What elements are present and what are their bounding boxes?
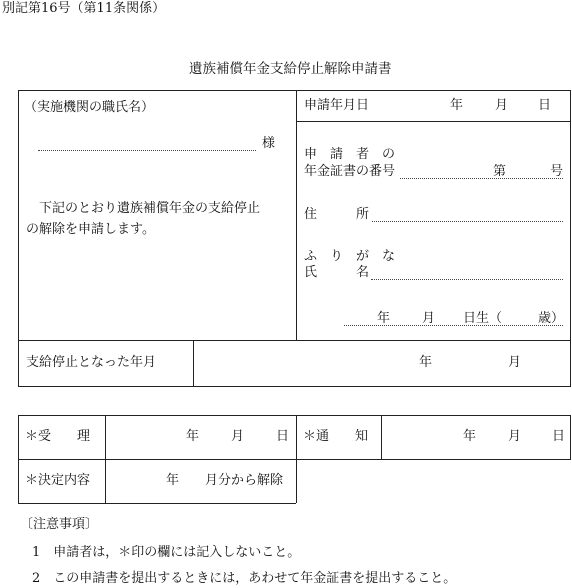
notice-day: 日 (552, 429, 566, 444)
decision-value: 年 月分から解除 (166, 473, 284, 488)
note-item-1: 1 申請者は，＊印の欄には記入しないこと。 (32, 545, 301, 560)
birth-day-sei: 日生（ (463, 311, 503, 326)
apply-year: 年 (450, 98, 464, 113)
suspension-label: 支給停止となった年月 (26, 355, 157, 370)
name-field[interactable] (371, 279, 563, 280)
notice-label: ＊通 知 (303, 429, 369, 444)
honorific-sama: 様 (262, 136, 276, 151)
org-label: （実施機関の職氏名） (24, 100, 155, 115)
address-label: 住 所 (304, 207, 370, 222)
request-text-line1: 下記のとおり遺族補償年金の支給停止 (39, 201, 261, 216)
name-label: 氏 名 (304, 265, 370, 280)
form-title: 遺族補償年金支給停止解除申請書 (189, 61, 392, 77)
org-name-field[interactable] (38, 150, 256, 151)
notice-month: 月 (508, 429, 522, 444)
cert-label-line1: 申 請 者 の (304, 147, 396, 162)
cert-label-line2: 年金証書の番号 (304, 164, 396, 179)
suspension-year: 年 (419, 355, 433, 370)
suspension-month: 月 (508, 355, 522, 370)
request-text-line2: の解除を申請します。 (26, 222, 155, 237)
receipt-day: 日 (276, 429, 290, 444)
birth-age: 歳） (538, 311, 565, 326)
note-item-2: 2 この申請書を提出するときには，あわせて年金証書を提出すること。 (32, 571, 457, 586)
apply-date-label: 申請年月日 (304, 98, 370, 113)
receipt-label: ＊受 理 (25, 429, 91, 444)
notice-year: 年 (463, 429, 477, 444)
decision-label: ＊決定内容 (25, 473, 91, 488)
address-field[interactable] (372, 221, 563, 222)
notes-heading: 〔注意事項〕 (20, 517, 99, 532)
receipt-month: 月 (231, 429, 245, 444)
receipt-year: 年 (186, 429, 200, 444)
cert-go: 号 (550, 164, 564, 179)
birth-year: 年 (377, 311, 391, 326)
cert-number-field[interactable] (400, 178, 563, 179)
birth-month: 月 (422, 311, 436, 326)
furigana-label: ふ り が な (304, 249, 396, 264)
cert-dai: 第 (493, 164, 507, 179)
apply-day: 日 (538, 98, 552, 113)
form-number: 別記第16号（第11条関係） (2, 1, 166, 16)
apply-month: 月 (495, 98, 509, 113)
